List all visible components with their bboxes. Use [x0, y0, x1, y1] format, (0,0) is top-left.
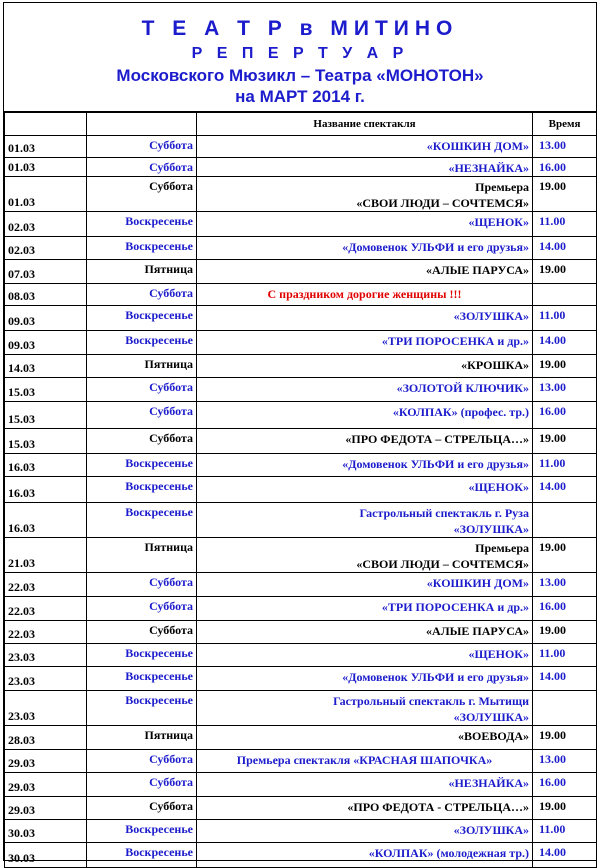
- row-date: 08.03: [5, 284, 87, 306]
- row-title-line: «ЩЕНОК»: [468, 647, 529, 661]
- row-day: Суббота: [87, 158, 197, 177]
- row-date: 07.03: [5, 260, 87, 284]
- row-date: 16.03: [5, 503, 87, 538]
- table-row: [5, 621, 597, 644]
- row-day: Суббота: [87, 797, 197, 820]
- row-title-line: «КРОШКА»: [461, 358, 529, 372]
- row-date: 01.03: [5, 136, 87, 158]
- row-date: 29.03: [5, 797, 87, 820]
- table-row: [5, 284, 597, 306]
- row-title: [197, 402, 533, 429]
- row-title-line: «Домовенок УЛЬФИ и его друзья»: [342, 670, 529, 684]
- row-day: Пятница: [87, 355, 197, 378]
- row-title: [197, 177, 533, 212]
- row-title: [197, 136, 533, 158]
- row-time: 14.00: [533, 477, 597, 503]
- row-title-line: Премьера спектакля «КРАСНАЯ ШАПОЧКА»: [236, 753, 493, 767]
- table-row: [5, 306, 597, 331]
- row-title: [197, 644, 533, 667]
- row-title: [197, 503, 533, 538]
- row-time: 11.00: [533, 644, 597, 667]
- table-row: [5, 597, 597, 621]
- row-day: Воскресенье: [87, 503, 197, 538]
- row-title: [197, 667, 533, 691]
- table-row: [5, 773, 597, 797]
- row-day: Суббота: [87, 378, 197, 402]
- table-row: [5, 378, 597, 402]
- row-time: 19.00: [533, 429, 597, 454]
- table-row: [5, 260, 597, 284]
- company-name: Московского Мюзикл – Театра «МОНОТОН»: [116, 66, 484, 85]
- row-title: [197, 750, 533, 773]
- row-title-line2: «СВОИ ЛЮДИ – СОЧТЕМСЯ»: [356, 196, 529, 210]
- row-time: [533, 691, 597, 726]
- row-time: 19.00: [533, 260, 597, 284]
- row-time: 16.00: [533, 402, 597, 429]
- row-time: 13.00: [533, 573, 597, 597]
- theater-title: Т Е А Т Р в МИТИНО: [141, 17, 459, 40]
- table-row: [5, 750, 597, 773]
- row-title-line: «ЗОЛУШКА»: [453, 823, 529, 837]
- row-time: 16.00: [533, 597, 597, 621]
- row-day: Воскресенье: [87, 691, 197, 726]
- row-date: 23.03: [5, 691, 87, 726]
- row-day: Воскресенье: [87, 667, 197, 691]
- row-time: 19.00: [533, 538, 597, 573]
- table-row: [5, 644, 597, 667]
- table-row: [5, 573, 597, 597]
- repertoire-title: Р Е П Е Р Т У А Р: [191, 45, 409, 62]
- row-time: 19.00: [533, 797, 597, 820]
- row-time: 13.00: [533, 378, 597, 402]
- row-title: [197, 773, 533, 797]
- row-time: 19.00: [533, 621, 597, 644]
- row-day: Воскресенье: [87, 820, 197, 843]
- row-time: 11.00: [533, 454, 597, 477]
- table-row: [5, 726, 597, 750]
- row-date: 15.03: [5, 429, 87, 454]
- row-title: [197, 477, 533, 503]
- row-title-line: Премьера: [475, 541, 529, 555]
- table-row: [5, 237, 597, 260]
- table-row: [5, 402, 597, 429]
- row-date: 29.03: [5, 773, 87, 797]
- row-title-line: «ВОЕВОДА»: [457, 729, 529, 743]
- table-row: [5, 136, 597, 158]
- row-title: [197, 843, 533, 868]
- row-day: Суббота: [87, 284, 197, 306]
- row-day: Воскресенье: [87, 212, 197, 237]
- row-day: Суббота: [87, 573, 197, 597]
- row-title: [197, 284, 533, 306]
- table-row: [5, 691, 597, 726]
- table-row: [5, 331, 597, 355]
- row-time: 19.00: [533, 726, 597, 750]
- row-title: [197, 260, 533, 284]
- schedule-body: [5, 113, 597, 868]
- row-title-line: «ПРО ФЕДОТА – СТРЕЛЬЦА…»: [345, 432, 529, 446]
- table-row: [5, 177, 597, 212]
- row-title-line: «АЛЫЕ ПАРУСА»: [426, 263, 529, 277]
- row-title-line2: «ЗОЛУШКА»: [453, 522, 529, 536]
- row-day: Пятница: [87, 538, 197, 573]
- row-title-line2: «СВОИ ЛЮДИ – СОЧТЕМСЯ»: [356, 557, 529, 571]
- row-time: 14.00: [533, 331, 597, 355]
- row-date: 22.03: [5, 621, 87, 644]
- row-date: 28.03: [5, 726, 87, 750]
- row-title-line: «Домовенок УЛЬФИ и его друзья»: [342, 240, 529, 254]
- row-title-line: «ЩЕНОК»: [468, 480, 529, 494]
- row-title-line: «НЕЗНАЙКА»: [448, 161, 529, 175]
- row-title-line: «ЩЕНОК»: [468, 215, 529, 229]
- row-day: Суббота: [87, 597, 197, 621]
- row-time: 14.00: [533, 667, 597, 691]
- row-title-line: «ЗОЛУШКА»: [453, 309, 529, 323]
- row-date: 30.03: [5, 843, 87, 868]
- table-row: [5, 429, 597, 454]
- row-date: 16.03: [5, 477, 87, 503]
- table-row: [5, 538, 597, 573]
- table-header-row: [5, 113, 597, 136]
- row-time: 16.00: [533, 158, 597, 177]
- row-day: Суббота: [87, 177, 197, 212]
- row-title-line: С праздником дорогие женщины !!!: [267, 287, 462, 301]
- row-title-line: «ПРО ФЕДОТА - СТРЕЛЬЦА…»: [347, 800, 529, 814]
- row-title: [197, 691, 533, 726]
- row-day: Суббота: [87, 429, 197, 454]
- row-date: 23.03: [5, 644, 87, 667]
- row-title: [197, 306, 533, 331]
- header-title: Название спектакля: [197, 113, 533, 136]
- row-day: Воскресенье: [87, 454, 197, 477]
- row-date: 22.03: [5, 573, 87, 597]
- row-date: 23.03: [5, 667, 87, 691]
- row-date: 21.03: [5, 538, 87, 573]
- row-date: 09.03: [5, 331, 87, 355]
- row-title-line: «ЗОЛОТОЙ КЛЮЧИК»: [396, 381, 529, 395]
- row-title-line: Гастрольный спектакль г. Мытищи: [333, 694, 529, 708]
- table-row: [5, 797, 597, 820]
- row-date: 30.03: [5, 820, 87, 843]
- row-date: 15.03: [5, 402, 87, 429]
- month-title: на МАРТ 2014 г.: [235, 87, 365, 106]
- row-title: [197, 158, 533, 177]
- table-row: [5, 212, 597, 237]
- table-row: [5, 454, 597, 477]
- table-row: [5, 158, 597, 177]
- row-time: 13.00: [533, 750, 597, 773]
- row-day: Воскресенье: [87, 306, 197, 331]
- row-title: [197, 820, 533, 843]
- table-row: [5, 843, 597, 868]
- row-date: 14.03: [5, 355, 87, 378]
- row-time: 14.00: [533, 843, 597, 868]
- row-title: [197, 726, 533, 750]
- row-title-line2: «ЗОЛУШКА»: [453, 710, 529, 724]
- row-day: Пятница: [87, 260, 197, 284]
- row-title: [197, 597, 533, 621]
- row-time: 11.00: [533, 212, 597, 237]
- header: [4, 3, 596, 112]
- row-time: 19.00: [533, 355, 597, 378]
- row-date: 29.03: [5, 750, 87, 773]
- header-date: [5, 113, 87, 136]
- row-title-line: «КОЛПАК» (профес. тр.): [392, 405, 529, 419]
- repertoire-sheet: [3, 2, 597, 865]
- row-day: Воскресенье: [87, 843, 197, 868]
- row-title-line: Гастрольный спектакль г. Руза: [359, 506, 529, 520]
- row-day: Воскресенье: [87, 331, 197, 355]
- row-title-line: «КОШКИН ДОМ»: [426, 139, 529, 153]
- row-time: [533, 284, 597, 306]
- row-date: 09.03: [5, 306, 87, 331]
- row-day: Суббота: [87, 750, 197, 773]
- row-title: [197, 237, 533, 260]
- row-title-line: «КОЛПАК» (молодежная тр.): [368, 846, 529, 860]
- row-title: [197, 331, 533, 355]
- row-day: Суббота: [87, 136, 197, 158]
- row-title: [197, 378, 533, 402]
- table-row: [5, 820, 597, 843]
- row-title-line: Премьера: [475, 180, 529, 194]
- row-date: 16.03: [5, 454, 87, 477]
- schedule-table: [4, 112, 597, 868]
- table-row: [5, 667, 597, 691]
- row-title: [197, 429, 533, 454]
- row-title: [197, 621, 533, 644]
- row-title-line: «ТРИ ПОРОСЕНКА и др.»: [381, 600, 529, 614]
- row-title-line: «НЕЗНАЙКА»: [448, 776, 529, 790]
- row-title-line: «АЛЫЕ ПАРУСА»: [426, 624, 529, 638]
- row-title: [197, 454, 533, 477]
- row-date: 02.03: [5, 212, 87, 237]
- row-time: 11.00: [533, 306, 597, 331]
- header-time: Время: [533, 113, 597, 136]
- row-day: Воскресенье: [87, 237, 197, 260]
- row-time: 13.00: [533, 136, 597, 158]
- row-date: 15.03: [5, 378, 87, 402]
- table-row: [5, 477, 597, 503]
- row-date: 02.03: [5, 237, 87, 260]
- row-time: 19.00: [533, 177, 597, 212]
- row-title: [197, 212, 533, 237]
- row-time: 16.00: [533, 773, 597, 797]
- row-date: 22.03: [5, 597, 87, 621]
- table-row: [5, 355, 597, 378]
- table-row: [5, 503, 597, 538]
- row-date: 01.03: [5, 177, 87, 212]
- row-date: 01.03: [5, 158, 87, 177]
- row-time: [533, 503, 597, 538]
- row-day: Воскресенье: [87, 477, 197, 503]
- row-title: [197, 538, 533, 573]
- row-title: [197, 573, 533, 597]
- row-day: Воскресенье: [87, 644, 197, 667]
- row-day: Суббота: [87, 773, 197, 797]
- row-day: Суббота: [87, 621, 197, 644]
- header-day: [87, 113, 197, 136]
- row-title-line: «ТРИ ПОРОСЕНКА и др.»: [381, 334, 529, 348]
- row-day: Суббота: [87, 402, 197, 429]
- row-time: 11.00: [533, 820, 597, 843]
- row-time: 14.00: [533, 237, 597, 260]
- row-title-line: «КОШКИН ДОМ»: [426, 576, 529, 590]
- row-title: [197, 355, 533, 378]
- row-day: Пятница: [87, 726, 197, 750]
- row-title: [197, 797, 533, 820]
- row-title-line: «Домовенок УЛЬФИ и его друзья»: [342, 457, 529, 471]
